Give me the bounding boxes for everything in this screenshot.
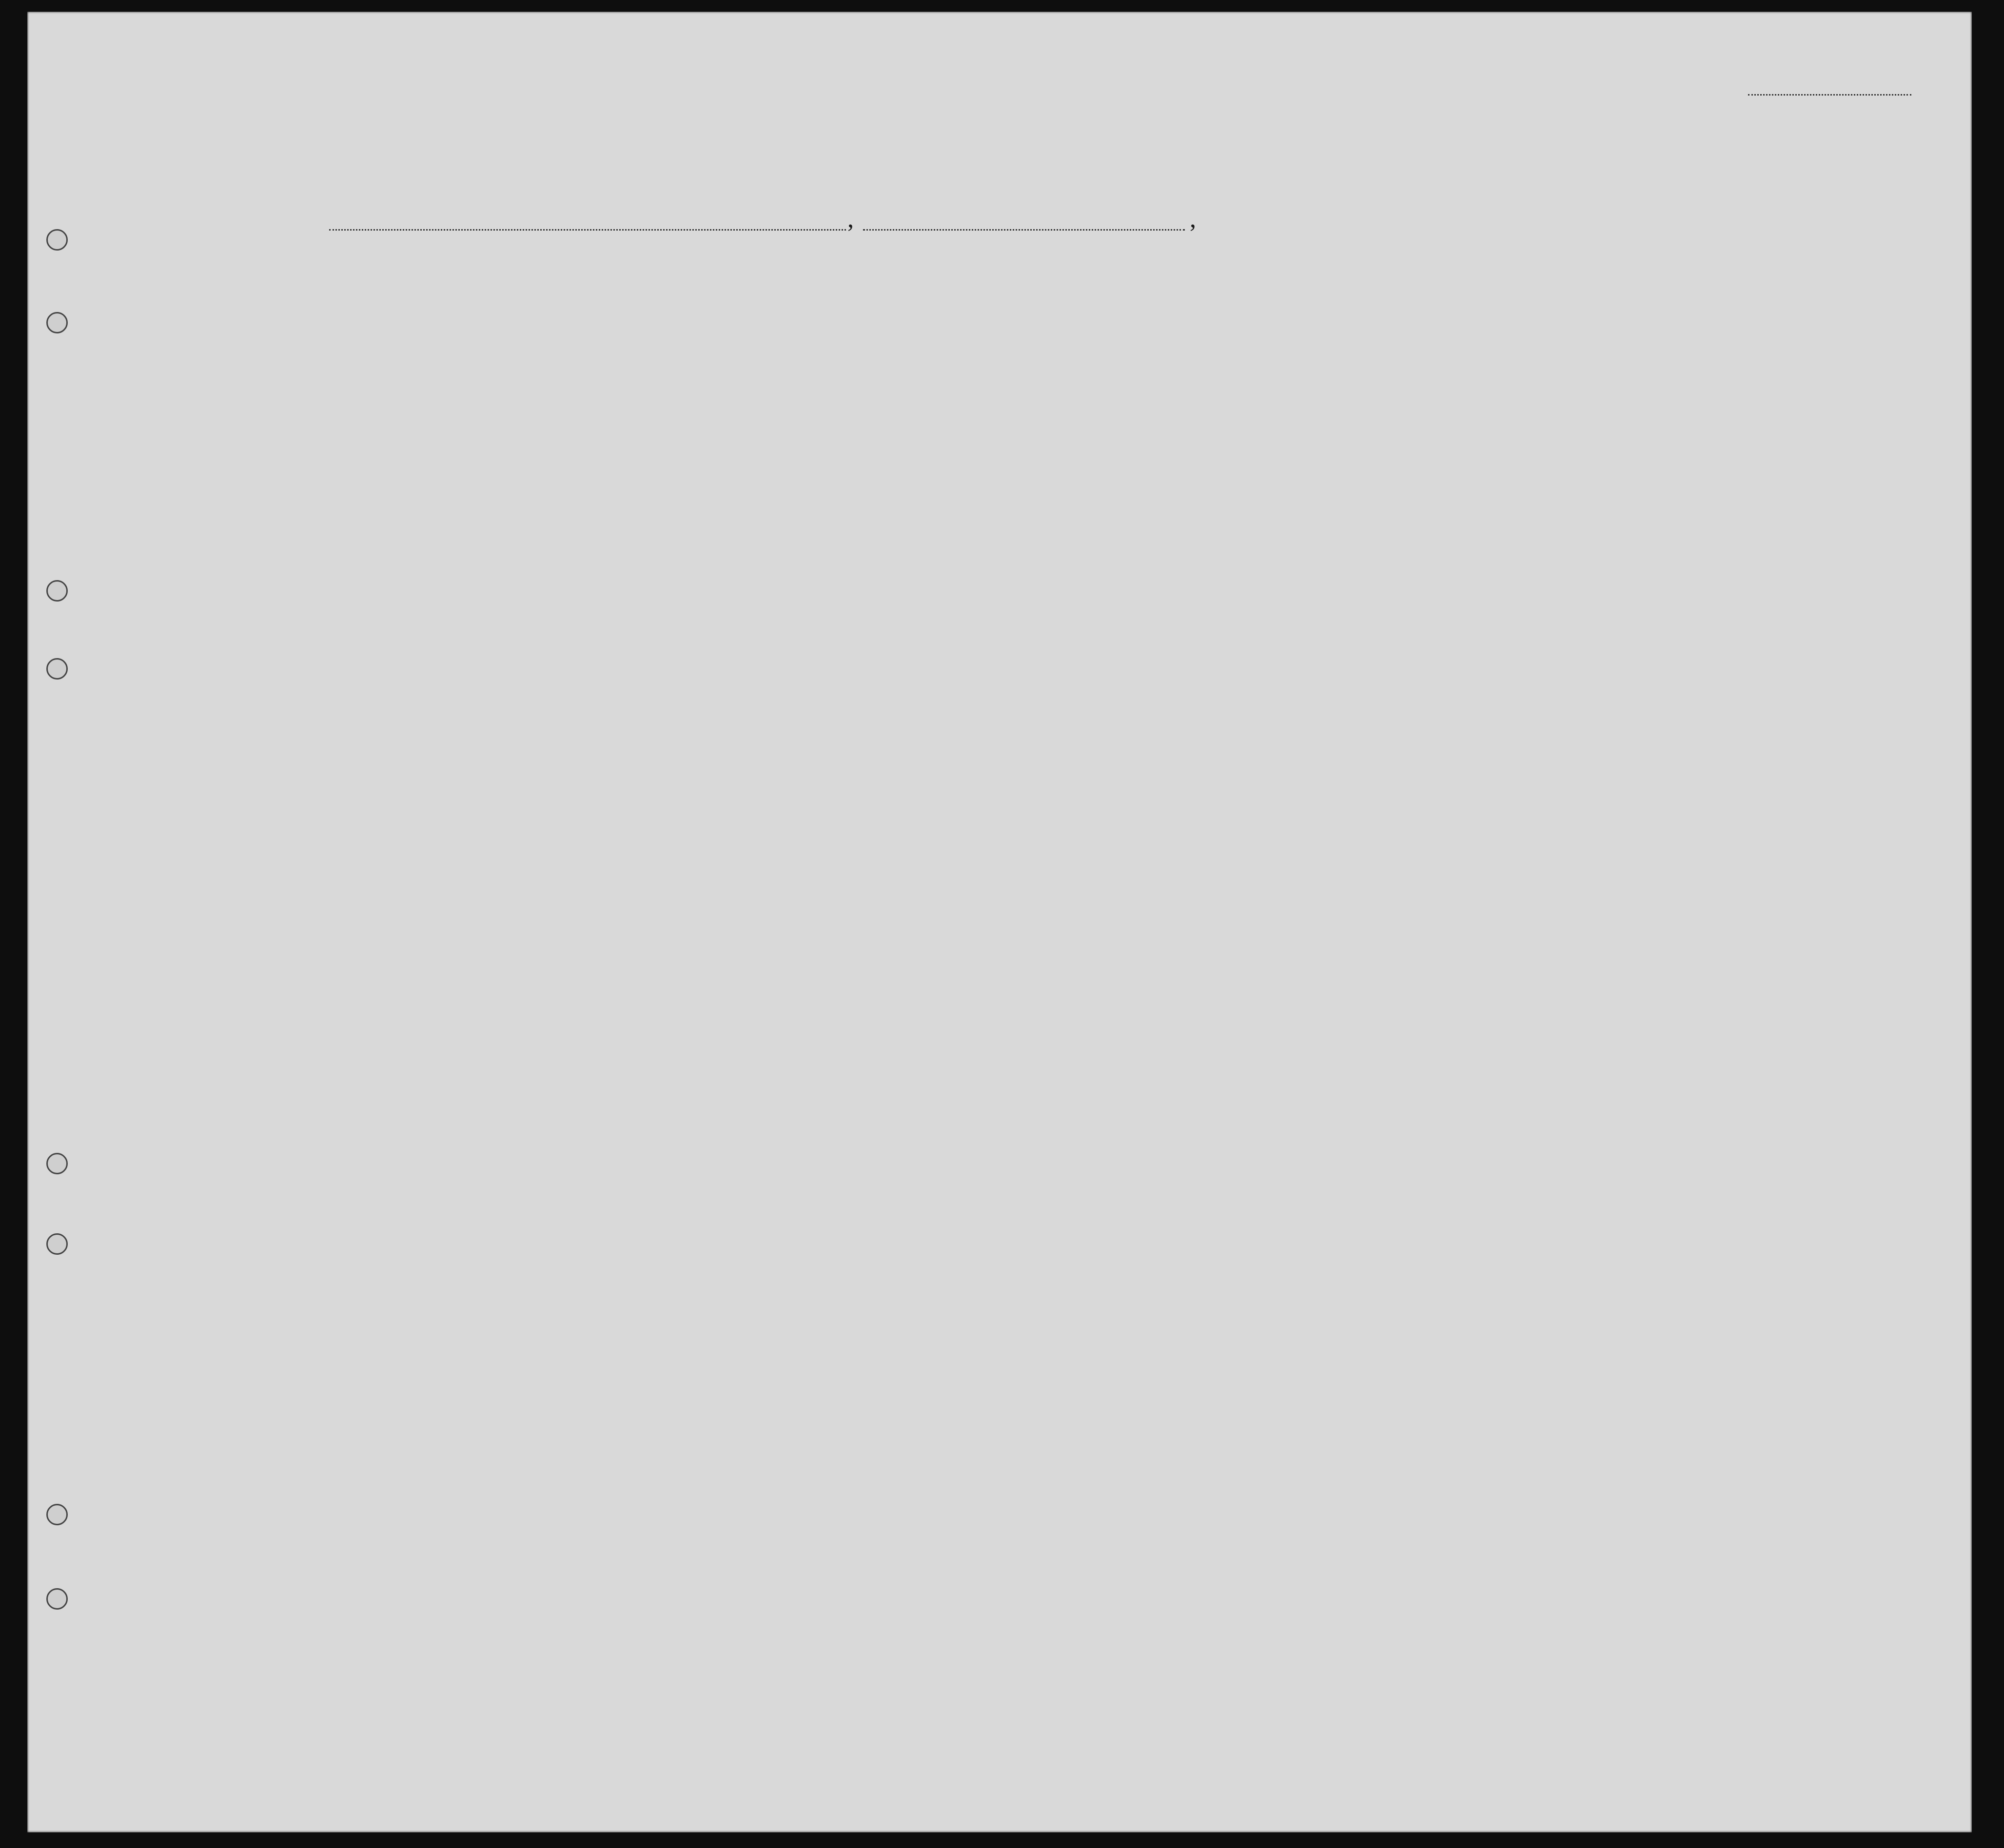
punch-hole <box>46 1153 68 1174</box>
punch-hole <box>46 658 68 680</box>
list-line <box>1748 94 1911 96</box>
punch-hole <box>46 229 68 251</box>
punch-hole <box>46 580 68 602</box>
punch-hole <box>46 1504 68 1525</box>
date-line <box>863 229 1185 231</box>
punch-hole <box>46 1588 68 1610</box>
comma: , <box>847 205 854 233</box>
port-line <box>329 229 846 231</box>
punch-hole <box>46 312 68 333</box>
comma2: , <box>1190 205 1196 233</box>
punch-hole <box>46 1233 68 1255</box>
